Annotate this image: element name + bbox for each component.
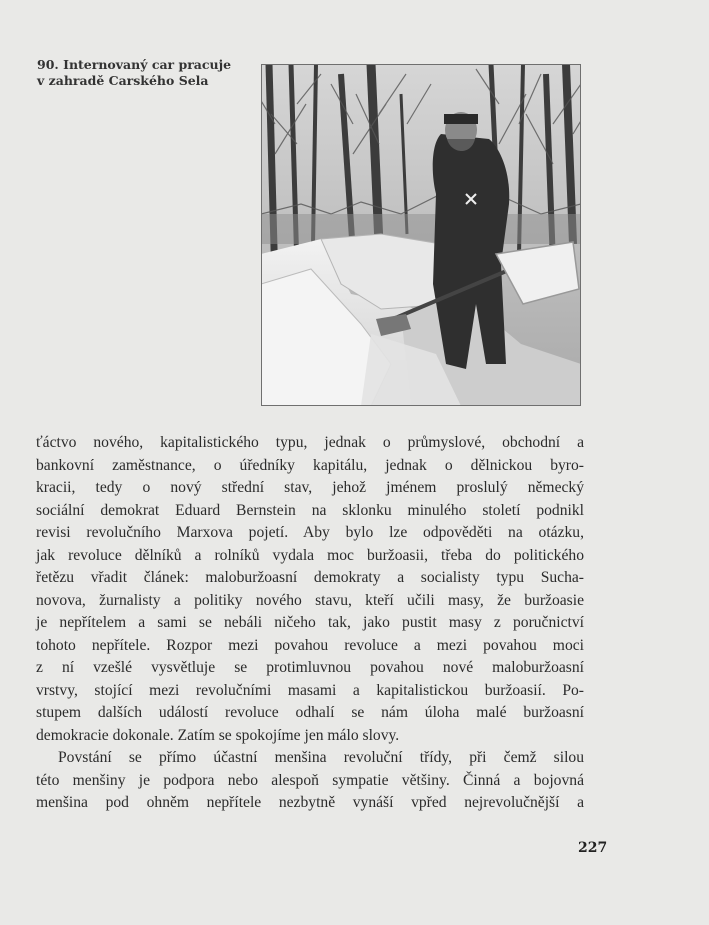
text-line: kracii, tedy o nový střední stav, jehož jménem proslulý německý <box>36 479 584 496</box>
text-line: bankovní zaměstnance, o úředníky kapitálu, jednak o dělnickou byro- <box>36 456 584 474</box>
text-line: je nepřítelem a sami se nebáli ničeho tak, jako pustit masy z poručnictví <box>36 614 584 631</box>
caption-line-1: 90. Internovaný car pracuje <box>37 57 232 72</box>
text-line: sociální demokrat Eduard Bernstein na sklonku minulého století podnikl <box>36 501 584 519</box>
text-line: stupem dalších událostí revoluce odhalí se nám úloha malé buržoasní <box>36 704 584 721</box>
figure-caption <box>37 57 247 89</box>
text-line: ťáctvo nového, kapitalistického typu, jednak o průmyslové, obchodní a <box>36 434 584 451</box>
text-line: demokracie dokonale. Zatím se spokojíme jen málo slovy. <box>36 726 400 744</box>
text-line: této menšiny je podpora nebo alespoň sympatie většiny. Činná a bojovná <box>36 771 584 789</box>
text-line: jak revoluce dělníků a rolníků vydala moc buržoasii, třeba do politického <box>36 546 584 564</box>
text-line: tohoto nepřítele. Rozpor mezi povahou revoluce a mezi povahou moci <box>36 636 584 654</box>
body-text <box>36 432 584 815</box>
text-line: z ní vzešlé vysvětluje se protimluvnou povahou nové maloburžoasní <box>36 659 584 676</box>
tsar-shoveling-snow-photo <box>261 64 581 406</box>
photograph-figure <box>261 64 581 406</box>
text-line: řetězu vřadit článek: maloburžoasní demokraty a socialisty typu Sucha- <box>36 569 584 586</box>
page-number: 227 <box>578 840 608 856</box>
caption-line-2: v zahradě Carského Sela <box>37 73 209 88</box>
text-line: novova, žurnalisty a politiky nového stavu, kteří učili masy, že buržoasie <box>36 591 584 609</box>
text-line: vrstvy, stojící mezi revolučními masami a kapitalistickou buržoasií. Po- <box>36 681 584 699</box>
text-line: revisi revolučního Marxova pojetí. Aby bylo lze odpověděti na otázku, <box>36 524 584 541</box>
text-line: menšina pod ohněm nepřítele nezbytně vynáší vpřed nejrevolučnější a <box>36 794 584 811</box>
text-line: Povstání se přímo účastní menšina revoluční třídy, při čemž silou <box>58 749 584 766</box>
